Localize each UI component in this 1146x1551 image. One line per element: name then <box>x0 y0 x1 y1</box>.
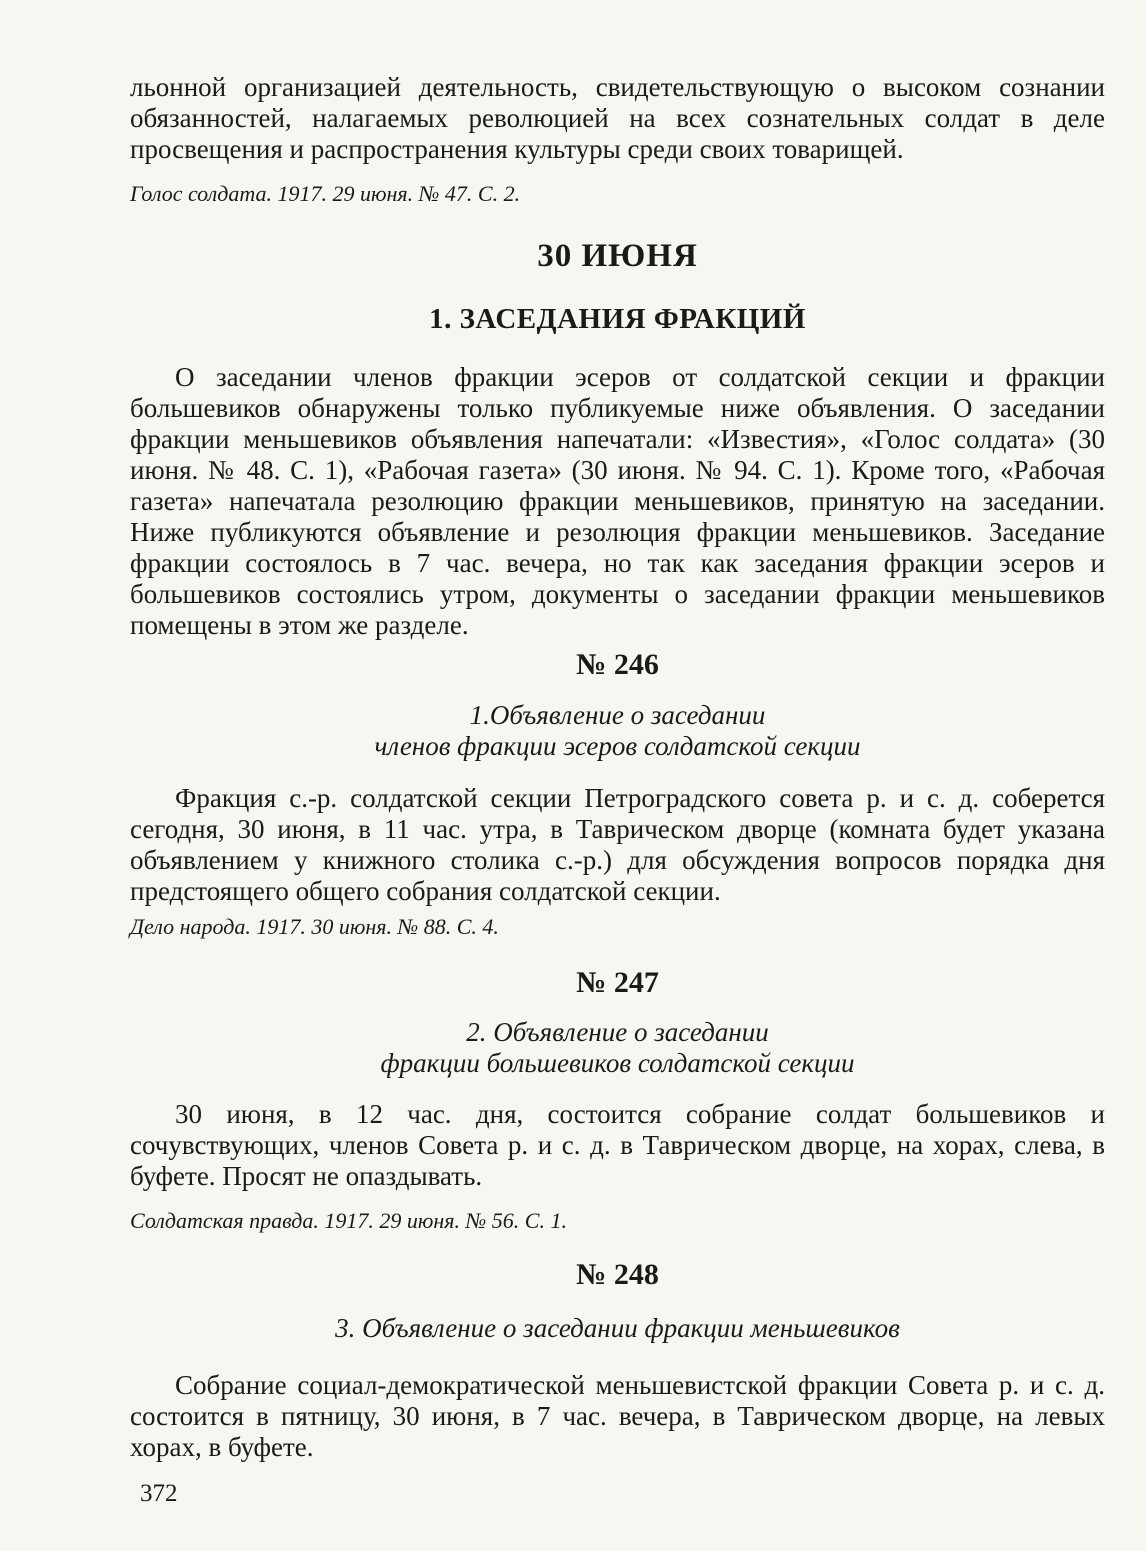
document-title-line: фракции большевиков солдатской секции <box>380 1048 855 1078</box>
document-text: Собрание социал-демократической меньшевистской фракции Совета р. и с. д. состоится в пятницу, 30 июня, в 7 час. вечера, в Таврическом дворце, на левых хорах, в буфете. <box>130 1370 1105 1462</box>
source-citation: Солдатская правда. 1917. 29 июня. № 56. С. 1. <box>130 1208 567 1233</box>
document-text: 30 июня, в 12 час. дня, состоится собрание солдат большевиков и сочувствующих, членов Совета р. и с. д. в Таврическом дворце, на хорах, слева, в буфете. Просят не опаздывать. <box>130 1099 1105 1191</box>
intro-paragraph-block <box>130 362 1105 641</box>
document-246-text-block <box>130 783 1105 907</box>
continued-paragraph-block <box>130 72 1105 165</box>
document-number: № 248 <box>576 1258 659 1291</box>
document-246 <box>130 648 1105 682</box>
document-title-line: 1.Объявление о заседании <box>469 700 766 730</box>
document-246-title <box>130 700 1105 762</box>
date-heading-block <box>130 238 1105 275</box>
document-title-line: 3. Объявление о заседании фракции меньшевиков <box>335 1313 900 1343</box>
top-source-block <box>130 181 1105 207</box>
document-247-source-block <box>130 1208 1105 1234</box>
document-248 <box>130 1258 1105 1292</box>
document-248-title <box>130 1313 1105 1344</box>
document-text: Фракция с.-р. солдатской секции Петроградского совета р. и с. д. соберется сегодня, 30 июня, в 11 час. утра, в Таврическом дворце (комната будет указана объявлением у книжного столика с.-р.) для обсуждения вопросов порядка дня предстоящего общего собрания солдатской секции. <box>130 783 1105 906</box>
date-heading: 30 ИЮНЯ <box>537 238 698 274</box>
document-title-line: членов фракции эсеров солдатской секции <box>374 731 861 761</box>
document-title-line: 2. Объявление о заседании <box>466 1017 769 1047</box>
document-number: № 247 <box>576 966 659 999</box>
document-246-source-block <box>130 914 1105 940</box>
document-number: № 246 <box>576 648 659 681</box>
source-citation: Голос солдата. 1917. 29 июня. № 47. С. 2. <box>130 181 521 206</box>
document-247-title <box>130 1017 1105 1079</box>
continued-paragraph: льонной организацией деятельность, свидетельствующую о высоком сознании обязанностей, налагаемых революцией на всех сознательных солдат в деле просвещения и распространения культуры среди своих товарищей. <box>130 72 1105 164</box>
document-247-text-block <box>130 1099 1105 1192</box>
section-heading: 1. ЗАСЕДАНИЯ ФРАКЦИЙ <box>429 303 806 335</box>
intro-paragraph: О заседании членов фракции эсеров от солдатской секции и фракции большевиков обнаружены только публикуемые ниже объявления. О заседании фракции меньшевиков объявления напечатали: «Известия», «Голос солдата» (30 июня. № 48. С. 1), «Рабочая газета» (30 июня. № 94. С. 1). Кроме того, «Рабочая газета» напечатала резолюцию фракции меньшевиков, принятую на заседании. Ниже публикуются объявление и резолюция фракции меньшевиков. Заседание фракции состоялось в 7 час. вечера, но так как заседания фракции эсеров и большевиков состоялись утром, документы о заседании фракции меньшевиков помещены в этом же разделе. <box>130 362 1105 640</box>
page-number: 372 <box>140 1480 178 1507</box>
document-248-text-block <box>130 1370 1105 1463</box>
source-citation: Дело народа. 1917. 30 июня. № 88. С. 4. <box>130 914 499 939</box>
document-247 <box>130 966 1105 1000</box>
section-heading-block <box>130 303 1105 336</box>
